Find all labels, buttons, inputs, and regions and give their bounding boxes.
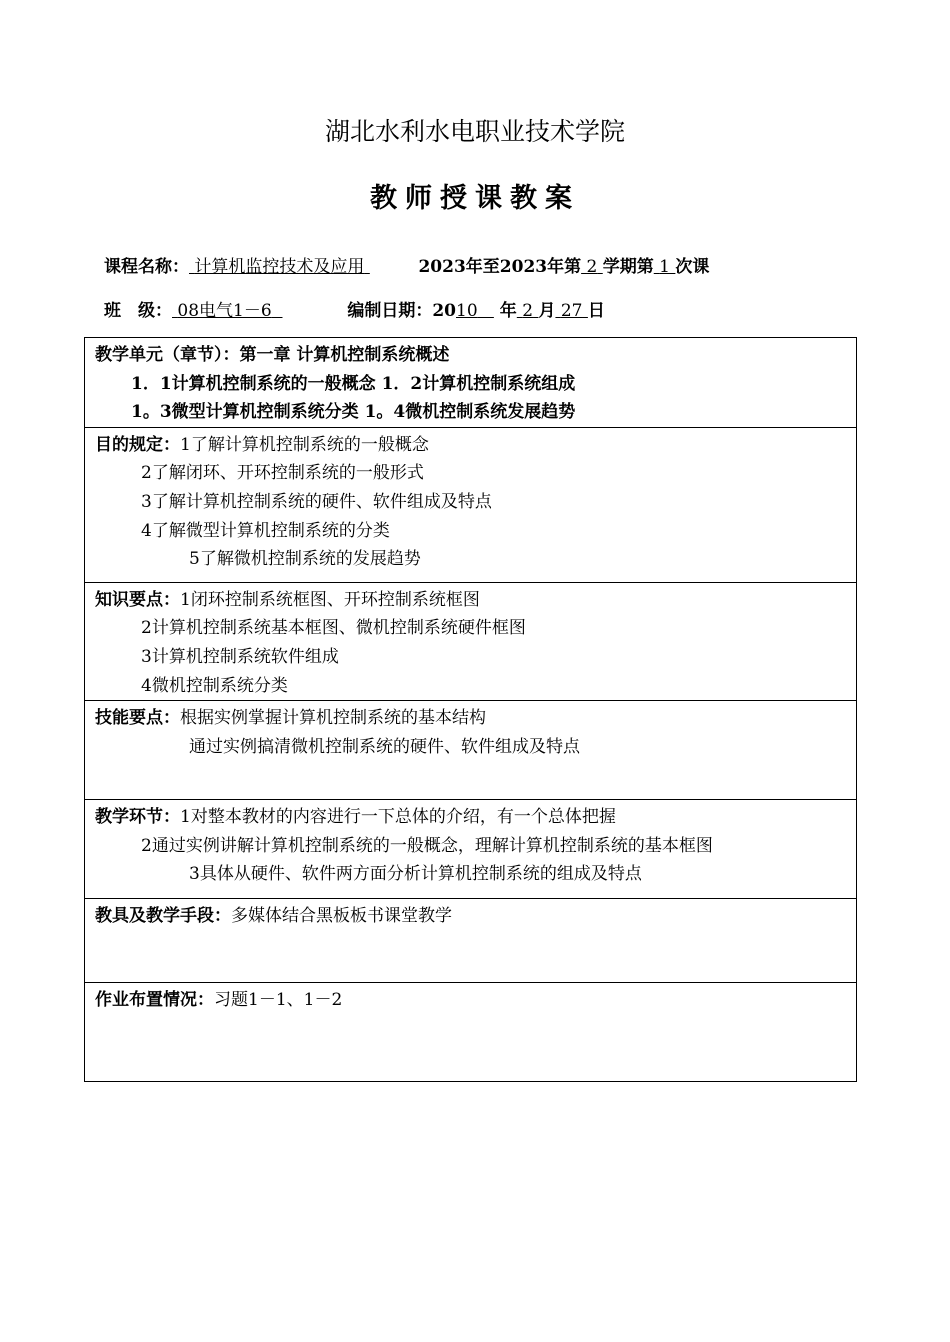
course-name: 计算机监控技术及应用	[194, 257, 365, 277]
skills-label: 技能要点：	[95, 708, 180, 729]
process-cell	[85, 800, 857, 899]
homework-cell	[85, 983, 857, 1082]
semester-number: 2	[586, 257, 598, 277]
homework-value: 习题1－1、1－2	[214, 990, 343, 1011]
objectives-label: 目的规定：	[95, 434, 180, 455]
process-row	[85, 800, 857, 899]
course-info-line: 课程名称： 计算机监控技术及应用 2023年至2023年第 2 学期第 1 次课	[104, 257, 710, 277]
process-item: 3具体从硬件、软件两方面分析计算机控制系统的组成及特点	[189, 864, 642, 885]
process-item: 1对整本教材的内容进行一下总体的介绍，有一个总体把握	[180, 807, 616, 828]
knowledge-item: 2计算机控制系统基本框图、微机控制系统硬件框图	[141, 618, 526, 639]
knowledge-label: 知识要点：	[95, 589, 180, 610]
homework-label: 作业布置情况：	[95, 990, 214, 1011]
date-label: 编制日期：	[347, 301, 433, 321]
knowledge-item: 1闭环控制系统框图、开环控制系统框图	[180, 589, 480, 610]
school-name: 湖北水利水电职业技术学院	[324, 117, 625, 146]
unit-row	[85, 338, 857, 428]
skills-row	[85, 701, 857, 800]
year-from: 2023	[418, 257, 466, 277]
objective-item: 3了解计算机控制系统的硬件、软件组成及特点	[141, 491, 492, 512]
skill-item: 根据实例掌握计算机控制系统的基本结构	[180, 708, 486, 729]
objective-item: 2了解闭环、开环控制系统的一般形式	[141, 463, 424, 484]
lesson-plan-table	[84, 337, 857, 1082]
tools-value: 多媒体结合黑板板书课堂教学	[231, 906, 452, 927]
unit-label: 教学单元（章节）：	[95, 345, 240, 365]
class-name: 08电气1－6	[177, 301, 272, 321]
tools-label: 教具及教学手段：	[95, 906, 231, 927]
process-label: 教学环节：	[95, 807, 180, 828]
lesson-number: 1	[659, 257, 670, 277]
knowledge-item: 3计算机控制系统软件组成	[141, 646, 339, 667]
skill-item: 通过实例搞清微机控制系统的硬件、软件组成及特点	[189, 736, 580, 757]
process-item: 2通过实例讲解计算机控制系统的一般概念，理解计算机控制系统的基本框图	[141, 835, 713, 856]
year-to: 2023	[499, 257, 548, 277]
date-month: 2	[522, 301, 534, 321]
knowledge-row	[85, 582, 857, 700]
objectives-row	[85, 427, 857, 582]
skills-cell	[85, 701, 857, 800]
class-label: 班 级：	[104, 301, 172, 321]
knowledge-item: 4微机控制系统分类	[141, 675, 288, 696]
unit-line-3: 1。3微型计算机控制系统分类 1。4微机控制系统发展趋势	[131, 402, 576, 423]
objective-item: 5了解微机控制系统的发展趋势	[189, 549, 421, 570]
objective-item: 1了解计算机控制系统的一般概念	[180, 434, 429, 455]
unit-chapter: 第一章 计算机控制系统概述	[239, 345, 450, 365]
objective-item: 4了解微型计算机控制系统的分类	[141, 520, 390, 541]
objectives-cell	[85, 427, 857, 582]
course-label: 课程名称：	[104, 257, 189, 277]
tools-cell	[85, 899, 857, 983]
tools-row	[85, 899, 857, 983]
unit-line-2: 1．1计算机控制系统的一般概念 1．2计算机控制系统组成	[131, 373, 576, 394]
class-date-line: 班 级： 08电气1－6 编制日期：2010 年 2 月 27 日	[104, 301, 605, 321]
homework-row	[85, 983, 857, 1082]
date-day: 27	[560, 301, 583, 321]
knowledge-cell	[85, 582, 857, 700]
date-year: 10	[456, 301, 478, 321]
unit-cell	[85, 338, 857, 428]
document-title: 教师授课教案	[370, 183, 580, 214]
